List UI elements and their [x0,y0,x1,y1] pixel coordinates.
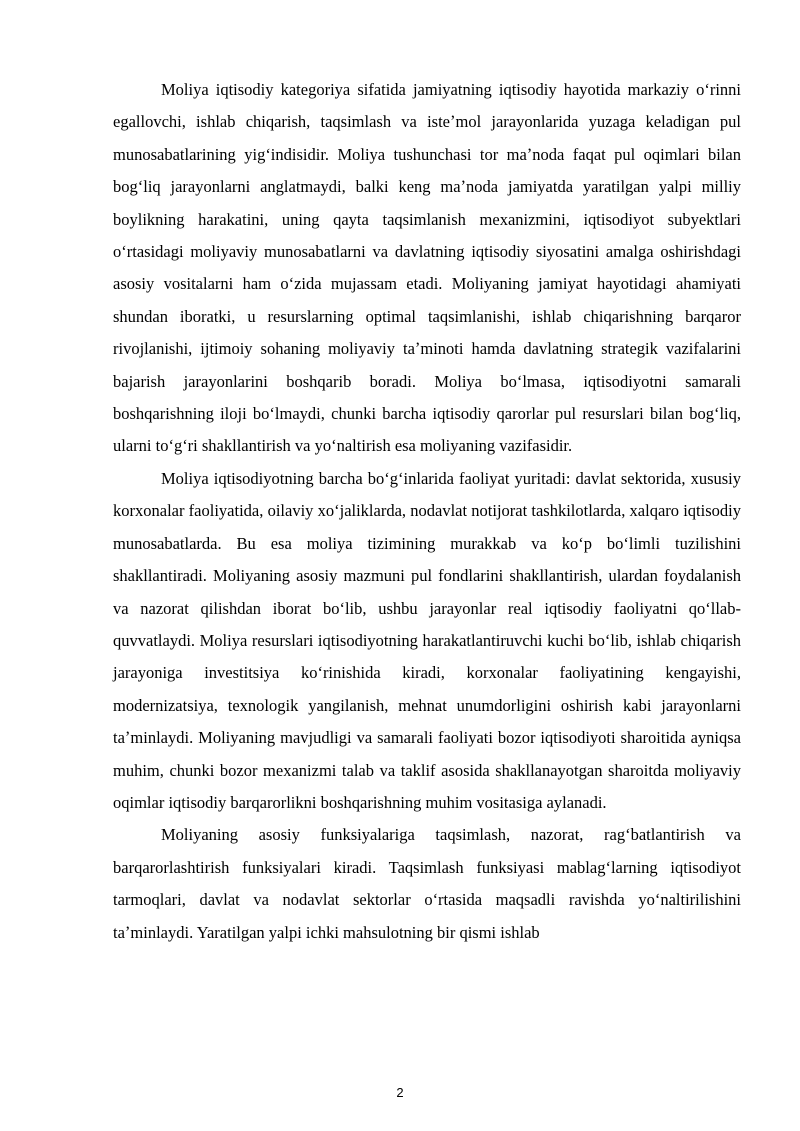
page-number: 2 [396,1085,404,1100]
paragraph-1: Moliya iqtisodiy kategoriya sifatida jamiyatning iqtisodiy hayotida markaziy oʻrinni egallovchi, ishlab chiqarish, taqsimlash va isteʼmol jarayonlarida yuzaga keladigan pul munosabatlarining yigʻindisidir. Moliya tushunchasi tor maʼnoda faqat pul oqimlari bilan bogʻliq jarayonlarni anglatmaydi, balki keng maʼnoda jamiyatda yaratilgan yalpi milliy boylikning harakatini, uning qayta taqsimlanish mexanizmini, iqtisodiyot subyektlari oʻrtasidagi moliyaviy munosabatlarni va davlatning iqtisodiy siyosatini amalga oshirishdagi asosiy vositalarni ham oʻzida mujassam etadi. Moliyaning jamiyat hayotidagi ahamiyati shundan iboratki, u resurslarning optimal taqsimlanishi, ishlab chiqarishning barqaror rivojlanishi, ijtimoiy sohaning moliyaviy taʼminoti hamda davlatning strategik vazifalarini bajarish jarayonlarini boshqarib boradi. Moliya boʻlmasa, iqtisodiyotni samarali boshqarishning iloji boʻlmaydi, chunki barcha iqtisodiy qarorlar pul resurslari bilan bogʻliq, ularni toʻgʻri shakllantirish va yoʻnaltirish esa moliyaning vazifasidir. [113,80,741,456]
paragraph-3: Moliyaning asosiy funksiyalariga taqsimlash, nazorat, ragʻbatlantirish va barqarorlashtirish funksiyalari kiradi. Taqsimlash funksiyasi mablagʻlarning iqtisodiyot tarmoqlari, davlat va nodavlat sektorlar oʻrtasida maqsadli ravishda yoʻnaltirilishini taʼminlaydi. Yaratilgan yalpi ichki mahsulotning bir qismi ishlab [113,825,741,942]
paragraph-2: Moliya iqtisodiyotning barcha boʻgʻinlarida faoliyat yuritadi: davlat sektorida, xususiy korxonalar faoliyatida, oilaviy xoʻjaliklarda, nodavlat notijorat tashkilotlarda, xalqaro iqtisodiy munosabatlarda. Bu esa moliya tizimining murakkab va koʻp boʻlimli tuzilishini shakllantiradi. Moliyaning asosiy mazmuni pul fondlarini shakllantirish, ulardan foydalanish va nazorat qilishdan iborat boʻlib, ushbu jarayonlar real iqtisodiy faoliyatni qoʻllab-quvvatlaydi. Moliya resurslari iqtisodiyotning harakatlantiruvchi kuchi boʻlib, ishlab chiqarish jarayoniga investitsiya koʻrinishida kiradi, korxonalar faoliyatining kengayishi, modernizatsiya, texnologik yangilanish, mehnat unumdorligini oshirish kabi jarayonlarni taʼminlaydi. Moliyaning mavjudligi va samarali faoliyati bozor iqtisodiyoti sharoitida ayniqsa muhim, chunki bozor mexanizmi talab va taklif asosida shakllanayotgan sharoitda moliyaviy oqimlar iqtisodiy barqarorlikni boshqarishning muhim vositasiga aylanadi. [113,468,741,812]
document-body [113,74,741,949]
